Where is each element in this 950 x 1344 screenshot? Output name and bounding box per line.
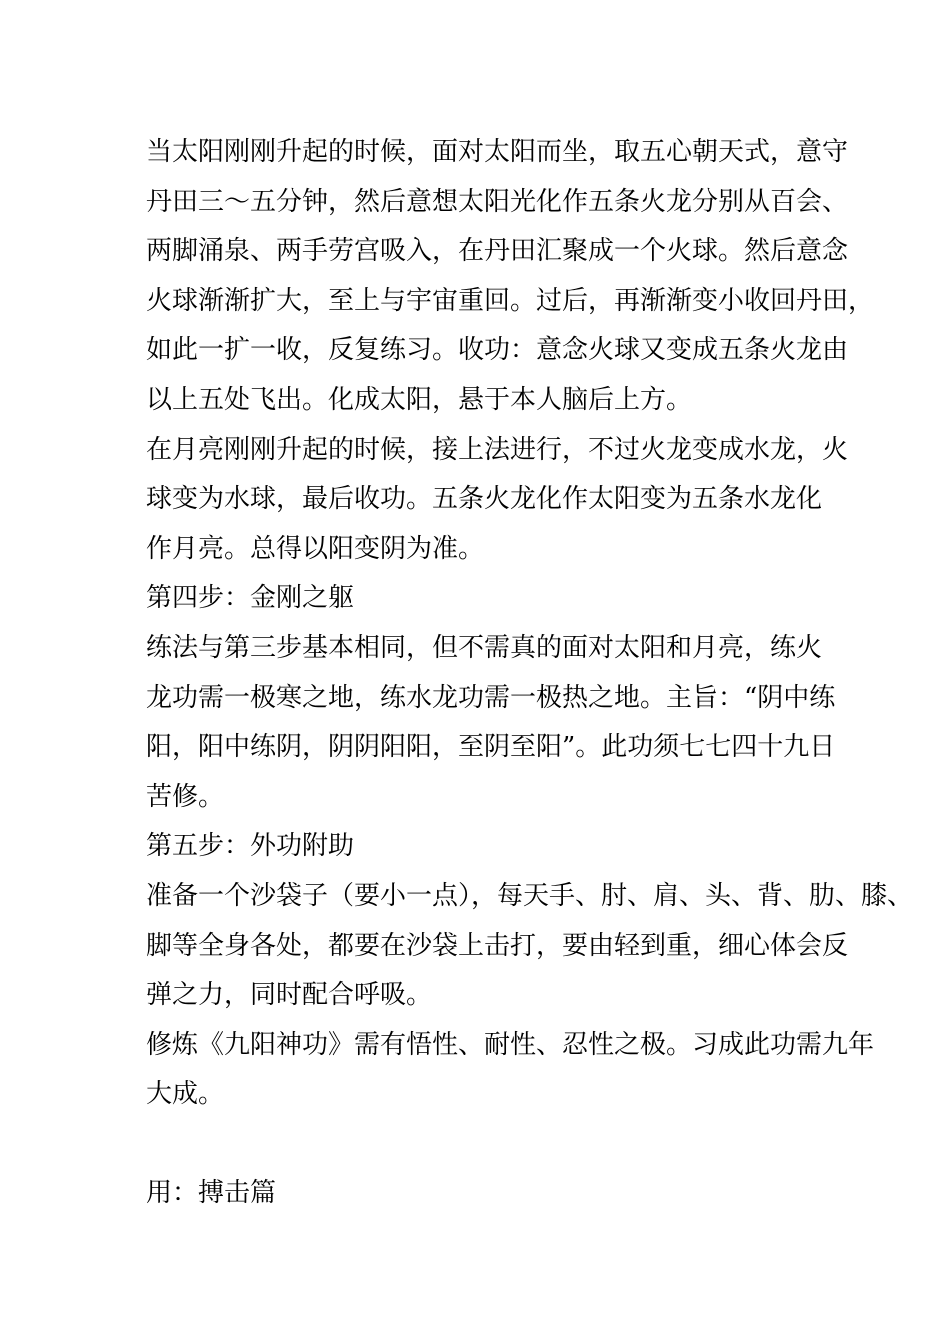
text-line: 火球渐渐扩大，至上与宇宙重回。过后，再渐渐变小收回丹田， [146,285,875,316]
paragraph-step4 [146,624,836,822]
text-line: 丹田三～五分钟，然后意想太阳光化作五条火龙分别从百会、 [146,186,849,217]
text-line: 当太阳刚刚升起的时候，面对太阳而坐，取五心朝天式，意守 [146,137,849,167]
text-line: 练法与第三步基本相同，但不需真的面对太阳和月亮，练火 [146,632,823,663]
text-line: 准备一个沙袋子（要小一点），每天手、肘、肩、头、背、肋、膝、 [146,880,914,911]
text-line: 修炼《九阳神功》需有悟性、耐性、忍性之极。习成此功需九年 [146,1029,875,1060]
step4-heading: 第四步：金刚之躯 [146,583,355,614]
paragraph-step5 [146,872,914,1021]
step5-heading: 第五步：外功附助 [146,831,355,862]
text-line: 阳，阳中练阴，阴阴阳阳，至阴至阳”。此功须七七四十九日 [146,732,836,763]
text-line: 以上五处飞出。化成太阳，悬于本人脑后上方。 [146,384,693,415]
text-line: 大成。 [146,1079,225,1110]
text-line: 球变为水球，最后收功。五条火龙化作太阳变为五条水龙化 [146,484,823,515]
text-line: 如此一扩一收，反复练习。收功：意念火球又变成五条火龙由 [146,335,849,366]
text-line: 弹之力，同时配合呼吸。 [146,980,433,1011]
text-line: 在月亮刚刚升起的时候，接上法进行，不过火龙变成水龙，火 [146,434,849,465]
document-body [146,128,914,1219]
text-line: 脚等全身各处，都要在沙袋上击打，要由轻到重，细心体会反 [146,930,849,961]
text-line: 作月亮。总得以阳变阴为准。 [146,533,485,564]
paragraph-final [146,1021,875,1120]
text-line: 苦修。 [146,781,225,812]
section-heading-combat: 用：搏击篇 [146,1178,277,1209]
text-line: 龙功需一极寒之地，练水龙功需一极热之地。主旨：“阴中练 [146,682,836,713]
blank-line [146,1120,836,1170]
text-line: 两脚涌泉、两手劳宫吸入，在丹田汇聚成一个火球。然后意念 [146,236,849,267]
paragraph-sun-practice [146,128,875,426]
paragraph-moon-practice [146,426,849,575]
